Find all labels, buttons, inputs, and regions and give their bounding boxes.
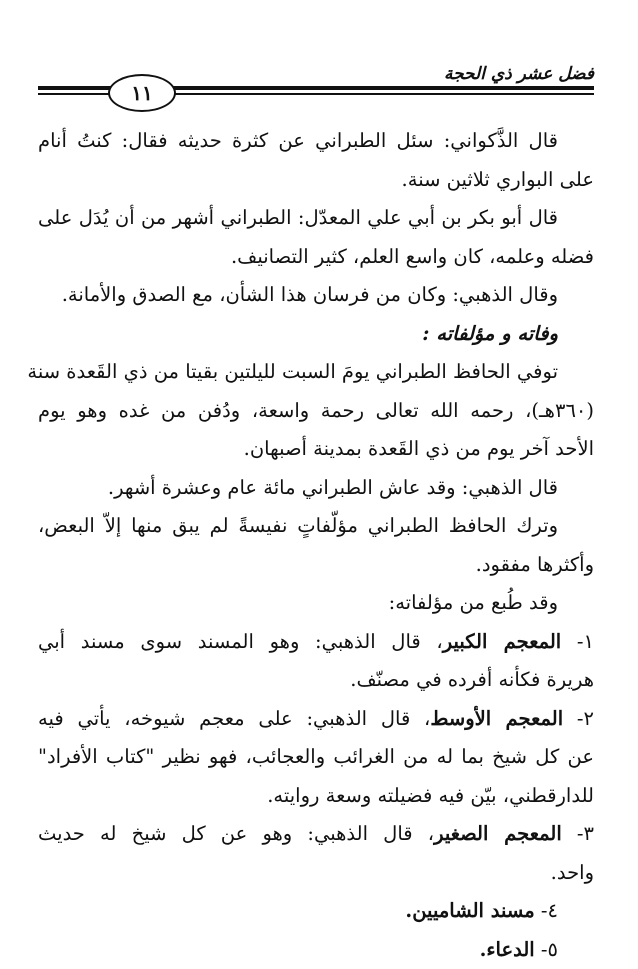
text-line: قال أبو بكر بن أبي علي المعدّل: الطبراني أشهر من أن يُدَل على: [38, 199, 594, 238]
work-item: [38, 623, 594, 662]
work-number: ٢-: [563, 707, 594, 730]
work-number: ٥-: [535, 938, 558, 961]
work-title: مسند الشاميين.: [405, 899, 534, 922]
work-title: المعجم الأوسط: [430, 707, 563, 730]
text-line: وقال الذهبي: وكان من فرسان هذا الشأن، مع الصدق والأمانة.: [38, 276, 594, 315]
text-line: قال الذَّكواني: سئل الطبراني عن كثرة حديثه فقال: كنتُ أنام: [38, 122, 594, 161]
text-line: الأحد آخر يوم من ذي القَعدة بمدينة أصبهان.: [38, 430, 594, 469]
work-text: ، قال الذهبي: وهو عن كل شيخ له حديث: [38, 822, 434, 845]
text-line: وقد طُبع من مؤلفاته:: [38, 584, 594, 623]
work-title: الدعاء.: [480, 938, 535, 961]
work-text: ، قال الذهبي: وهو المسند سوى مسند أبي: [38, 630, 443, 653]
work-number: ٣-: [562, 822, 594, 845]
work-number: ٤-: [535, 899, 558, 922]
text-line: واحد.: [38, 854, 594, 893]
work-number: ١-: [561, 630, 594, 653]
work-item: [38, 815, 594, 854]
work-text: ، قال الذهبي: على معجم شيوخه، يأتي فيه: [38, 707, 430, 730]
work-title: المعجم الصغير: [434, 822, 562, 845]
text-line: للدارقطني، بيّن فيه فضيلته وسعة روايته.: [38, 777, 594, 816]
text-line: قال الذهبي: وقد عاش الطبراني مائة عام وعشرة أشهر.: [38, 469, 594, 508]
work-item: [38, 700, 594, 739]
section-heading: وفاته و مؤلفاته :: [38, 315, 594, 354]
text-line: وأكثرها مفقود.: [38, 546, 594, 585]
running-title: فضل عشر ذي الحجة: [444, 64, 594, 84]
text-line: (٣٦٠هـ)، رحمه الله تعالى رحمة واسعة، ودُفن من غده وهو يوم: [38, 392, 594, 431]
work-item: [38, 892, 594, 931]
work-item: [38, 931, 594, 969]
work-title: المعجم الكبير: [443, 630, 562, 653]
text-line: فضله وعلمه، كان واسع العلم، كثير التصانيف.: [38, 238, 594, 277]
page-number: ١١: [108, 74, 176, 112]
body-text: [38, 122, 594, 969]
text-line: وترك الحافظ الطبراني مؤلّفاتٍ نفيسةً لم يبق منها إلاّ البعض،: [38, 507, 594, 546]
text-line: عن كل شيخ بما له من الغرائب والعجائب، فهو نظير "كتاب الأفراد": [38, 738, 594, 777]
text-line: توفي الحافظ الطبراني يومَ السبت لليلتين بقيتا من ذي القَعدة سنة: [38, 353, 594, 392]
text-line: هريرة فكأنه أفرده في مصنّف.: [38, 661, 594, 700]
text-line: على البواري ثلاثين سنة.: [38, 161, 594, 200]
